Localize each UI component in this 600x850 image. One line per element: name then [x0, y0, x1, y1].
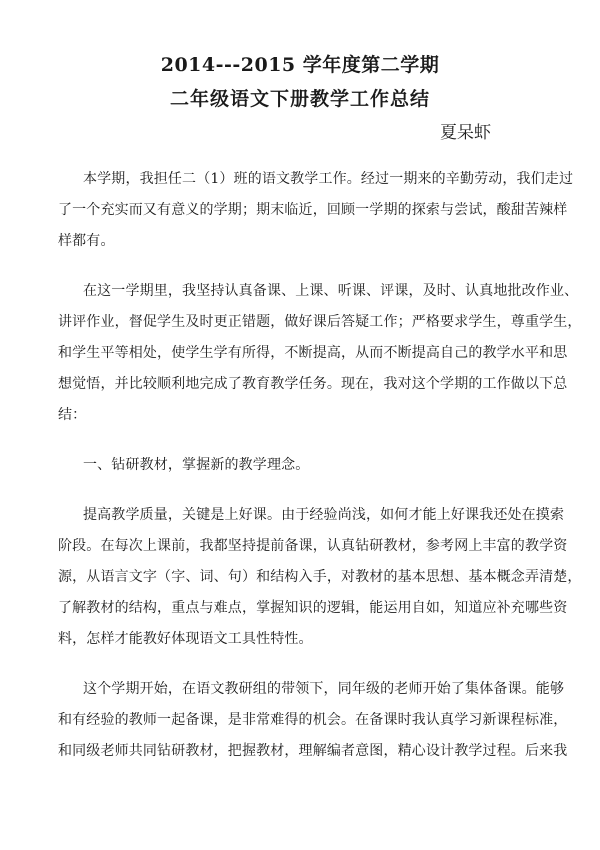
paragraph-line: 和有经验的教师一起备课，是非常难得的机会。在备课时我认真学习新课程标准， [58, 712, 568, 728]
document-author: 夏呆虾 [440, 123, 491, 143]
paragraph-line: 样都有。 [58, 233, 115, 249]
paragraph-line: 阶段。在每次上课前，我都坚持提前备课，认真钻研教材，参考网上丰富的教学资 [58, 538, 568, 554]
document-title-main: 二年级语文下册教学工作总结 [169, 88, 430, 110]
document-title-semester: 2014---2015 学年度第二学期 [160, 54, 440, 76]
paragraph-line: 了解教材的结构，重点与难点，掌握知识的逻辑，能运用自如，知道应补充哪些资 [58, 600, 568, 616]
paragraph-line: 这个学期开始，在语文教研组的带领下，同年级的老师开始了集体备课。能够 [83, 681, 565, 697]
paragraph-line: 在这一学期里，我坚持认真备课、上课、听课、评课，及时、认真地批改作业、 [83, 283, 579, 299]
paragraph-line: 本学期，我担任二（1）班的语文教学工作。经过一期来的辛勤劳动，我们走过 [83, 171, 574, 187]
paragraph-line: 了一个充实而又有意义的学期；期末临近，回顾一学期的探索与尝试，酸甜苦辣样 [58, 202, 568, 218]
paragraph-line: 讲评作业，督促学生及时更正错题，做好课后答疑工作；严格要求学生，尊重学生， [58, 314, 582, 330]
paragraph-line: 源，从语言文字（字、词、句）和结构入手，对教材的基本思想、基本概念弄清楚， [58, 569, 582, 585]
paragraph-line: 想觉悟，并比较顺利地完成了教育教学任务。现在，我对这个学期的工作做以下总 [58, 376, 568, 392]
section-heading: 一、钻研教材，掌握新的教学理念。 [83, 457, 310, 473]
paragraph-line: 料，怎样才能教好体现语文工具性特性。 [58, 631, 313, 647]
paragraph-line: 和学生平等相处，使学生学有所得，不断提高，从而不断提高自己的教学水平和思 [58, 345, 568, 361]
paragraph-line: 提高教学质量，关键是上好课。由于经验尚浅，如何才能上好课我还处在摸索 [83, 507, 565, 523]
paragraph-line: 和同级老师共同钻研教材，把握教材，理解编者意图，精心设计教学过程。后来我 [58, 743, 568, 759]
paragraph-line: 结： [58, 407, 87, 423]
